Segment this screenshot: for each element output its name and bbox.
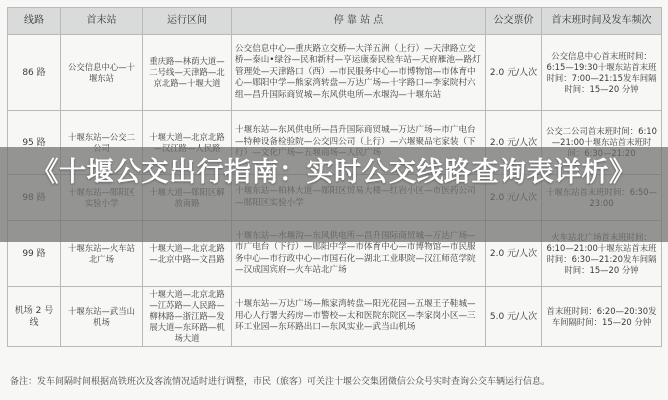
- header-terminals: 首末站: [61, 8, 143, 35]
- terminals-cell: 十堰东站—火车站北广场: [61, 221, 143, 287]
- stops-cell: 十堰东站—东风供电所—昌升国际商贸城—万达广场—市广电台—特种设备检验院—公交四公司（上行）—六堰聚品宅家装（下: [232, 111, 486, 175]
- route-cell: 重庆路—林荫大道—二号线—天津路—北京北路—十堰大道: [143, 35, 232, 111]
- header-fare: 公交票价: [486, 8, 542, 35]
- stops-cell: 市广电台（下行）—郧阳中学—市体育中心—市博物馆—市民服务中心—市行政中心—市国石化—湖北工业职院—汉江师范学院—汉成国宾府—火车站北广场: [232, 221, 486, 287]
- line-number: 86 路: [8, 35, 61, 111]
- fare-cell: 5.0 元/人次: [486, 287, 542, 347]
- time-cell: 首末班时间：6:20—20:30发车间隔时间：15—20 分钟: [542, 287, 662, 347]
- route-cell: 十堰大道—北京北路: [143, 111, 232, 175]
- stops-cell: 公交信息中心—重庆路立交桥—大洋五洲（上行）—天津路立交桥—泰山•绿谷—民和新村—亨运康泰民检车站—天府雁池—路灯管理处—天津路口（西）—市民服务中心—市博物馆—市体育中心—郧阳中学—熊家湾转盘—万达广场—十字路口—李家院村六组—昌升国际商贸城—东风供电所—水堰沟—十堰东站: [232, 35, 486, 111]
- time-cell: 公交二公司首末班时间：6:10—21:00十堰东站首末班时: [542, 111, 662, 175]
- table-row: [8, 35, 662, 111]
- route-cell: 十堰大道—北京北路—江苏路—人民路—柳林路—浙江路—发展大道—东环路—机场大道: [143, 287, 232, 347]
- terminals-cell: 公交信息中心—十堰东站: [61, 35, 143, 111]
- fare-cell: 2.0 元/人次: [486, 35, 542, 111]
- time-cell: 公交信息中心首末班时间：6:15—19:30十堰东站首末班时间：7:00—21:15发车间隔时间：15—20 分钟: [542, 35, 662, 111]
- table-row: [8, 287, 662, 347]
- line-number: 95 路: [8, 111, 61, 175]
- stops-cell: 十堰东站—万达广场—熊家湾转盘—阳光花园—五堰王子鞋城—用心人行署大药房—市警校—太和医院东院区—李家岗小区—三环工业园—东环路出口—东风实业—武当山机场: [232, 287, 486, 347]
- header-time: 首末班时间及发车频次: [542, 8, 662, 35]
- table-header-row: [8, 8, 662, 35]
- fare-cell: 2.0 元/人次: [486, 221, 542, 287]
- time-cell: 6:10—21:00十堰东站首末班时间：6:30—21:20发车间隔时间：15—20 分钟: [542, 221, 662, 287]
- header-route: 运行区间: [143, 8, 232, 35]
- route-cell: 十堰大道—北京北路—北京中路—文昌路: [143, 221, 232, 287]
- line-number: 机场 2 号线: [8, 287, 61, 347]
- terminals-cell: 十堰东站—武当山机场: [61, 287, 143, 347]
- footnote: 备注：发车间隔时间根据高铁班次及客流情况适时进行调整，市民（旅客）可关注十堰公交集团微信公众号实时查询公交车辆运行信息。: [10, 377, 551, 387]
- fare-cell: 2.0 元/人次: [486, 111, 542, 175]
- header-line: 线路: [8, 8, 61, 35]
- overlay-title: 《十堰公交出行指南：实时公交线路查询表详析》: [31, 157, 637, 188]
- terminals-cell: 十堰东站—公交二: [61, 111, 143, 175]
- line-number: 99 路: [8, 221, 61, 287]
- header-stops: 停 靠 站 点: [232, 8, 486, 35]
